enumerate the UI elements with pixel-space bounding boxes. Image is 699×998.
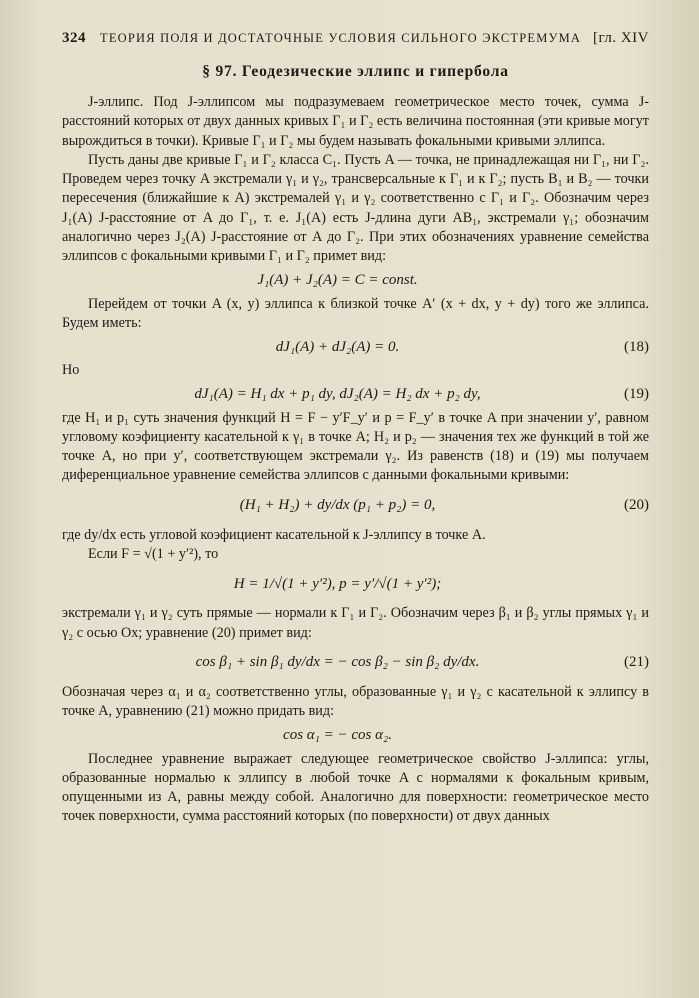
paragraph-if-f: Если F = √(1 + y′²), то — [88, 546, 219, 563]
paragraph-ellipse-definition: J-эллипс. Под J-эллипсом мы подразумеваем геометрическое место точек, сумма J-расстояний которых от двух данных кривых Γ₁ и Γ₂ есть величина постоянная (эти кривые могут вырождиться в точки). Кривые Γ₁ и Γ₂ мы будем называть фокальными кривыми эллипса. — [62, 94, 649, 149]
paragraph-but: Но — [62, 362, 80, 379]
formula-19 — [62, 381, 649, 409]
paragraph-neighbor-point: Перейдем от точки A (x, y) эллипса к близкой точке A′ (x + dx, y + dy) того же эллипса. Будем иметь: — [62, 295, 649, 331]
formula-expression: cos β₁ + sin β₁ dy/dx = − cos β₂ − sin β₂ dy/dx. — [195, 654, 480, 671]
page-number: 324 — [62, 30, 86, 46]
paragraph-slope: где dy/dx есть угловой коэфициент касательной к J-эллипсу в точке A. — [62, 526, 486, 543]
formula-18 — [62, 333, 649, 361]
formula-expression: J₁(A) + J₂(A) = C = const. — [257, 272, 418, 289]
formula-expression: (H₁ + H₂) + dy/dx (p₁ + p₂) = 0, — [239, 497, 436, 514]
formula-21 — [62, 643, 649, 683]
formula-h-p-values — [62, 564, 649, 604]
equation-number: (19) — [624, 386, 649, 403]
paragraph-setup: Пусть даны две кривые Γ₁ и Γ₂ класса C₁. Пусть A — точка, не принадлежащая ни Γ₁, ни Γ₂. Проведем через точку A экстремали γ₁ и γ₂, трансверсальные к Γ₁ и к Γ₂; пусть B₁ и B₂ — точки пересечения (ближайшие к A) экстремалей γ₁ и γ₂ соответственно с Γ₁ и Γ₂. Обозначим через J₁(A) J-расстояние от A до Γ₁, т. е. J₁(A) есть J-длина дуги AB₁, экстремали γ₁; обозначим аналогично через J₂(A) J-расстояние от A до Γ₂. При этих обозначениях уравнение семейства эллипсов с фокальными кривыми Γ₁ и Γ₂ примет вид: — [62, 151, 649, 265]
formula-ellipse-equation — [62, 267, 649, 295]
formula-expression: dJ₁(A) + dJ₂(A) = 0. — [275, 338, 400, 355]
equation-number: (21) — [624, 654, 649, 671]
chapter-ref: [гл. XIV — [592, 30, 649, 46]
formula-cos-alpha — [62, 722, 649, 750]
formula-20 — [62, 486, 649, 526]
section-heading: § 97. Геодезические эллипс и гипербола — [202, 63, 509, 80]
paragraph-where-h-p: где H₁ и p₁ суть значения функций H = F − y′F_y′ и p = F_y′ в точке A при значении y′, равном угловому коэфициенту касательной к γ₁ в точке A; H₂ и p₂ — значения тех же функций в той же точке A, но при y′, соответствующем экстремали γ₂. Из равенств (18) и (19) мы получаем диференциальное уравнение семейства эллипсов с данными фокальными кривыми: — [62, 409, 649, 484]
equation-number: (20) — [624, 497, 649, 514]
formula-expression: H = 1/√(1 + y′²), p = y′/√(1 + y′²); — [233, 575, 442, 592]
paragraph-geometric-property: Последнее уравнение выражает следующее геометрическое свойство J-эллипса: углы, образованные нормалью к эллипсу в любой точке A с нормалями к фокальным кривым, опущенными из A, равны между собой. Аналогично для поверхности: геометрическое место точек поверхности, сумма расстояний которых (по поверхности) от двух данных — [62, 750, 649, 825]
paragraph-angles: Обозначая через α₁ и α₂ соответственно углы, образованные γ₁ и γ₂ с касательной к эллипсу в точке A, уравнению (21) можно придать вид: — [62, 683, 649, 720]
chapter-title: ТЕОРИЯ ПОЛЯ И ДОСТАТОЧНЫЕ УСЛОВИЯ СИЛЬНОГО ЭКСТРЕМУМА — [100, 31, 582, 45]
running-head — [62, 30, 649, 47]
paragraph-extremals-normals: экстремали γ₁ и γ₂ суть прямые — нормали к Γ₁ и Γ₂. Обозначим через β₁ и β₂ углы прямых γ₁ и γ₂ с осью Ox; уравнение (20) примет вид: — [62, 605, 649, 641]
formula-expression: cos α₁ = − cos α₂. — [283, 727, 392, 744]
formula-expression: dJ₁(A) = H₁ dx + p₁ dy, dJ₂(A) = H₂ dx + p₂ dy, — [194, 386, 481, 403]
equation-number: (18) — [624, 338, 649, 355]
